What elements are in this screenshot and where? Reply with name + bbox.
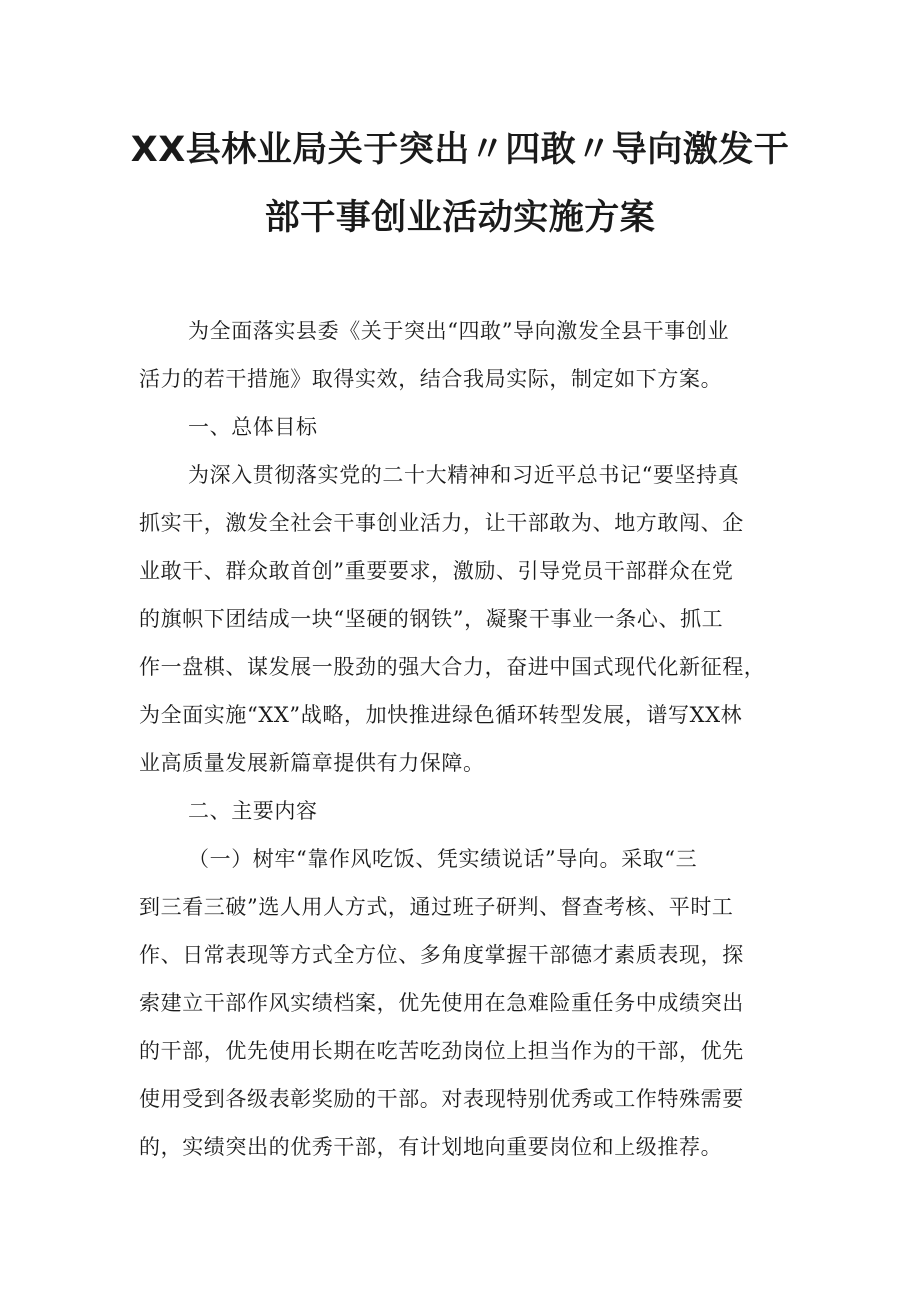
goals-paragraph-line: 为全面实施“XX”战略，加快推进绿色循环转型发展，谱写XX林 — [139, 703, 743, 727]
goals-paragraph-line: 的旗帜下团结成一块“坚硬的钢铁”，凝聚干事业一条心、抓工 — [139, 607, 724, 631]
goals-paragraph-line: 业高质量发展新篇章提供有力保障。 — [139, 751, 485, 775]
intro-paragraph-line: 活力的若干措施》取得实效，结合我局实际，制定如下方案。 — [139, 367, 723, 391]
content-paragraph-line: 的干部，优先使用长期在吃苦吃劲岗位上担当作为的干部，优先 — [139, 1039, 744, 1063]
content-paragraph-line: 到三看三破”选人用人方式，通过班子研判、督查考核、平时工 — [139, 895, 734, 919]
document-title-line-2: 部干事创业活动实施方案 — [264, 198, 656, 238]
section-heading-overall-goals: 一、总体目标 — [188, 415, 318, 439]
goals-paragraph-line: 为深入贯彻落实党的二十大精神和习近平总书记“要坚持真 — [188, 463, 740, 487]
goals-paragraph-line: 业敢干、群众敢首创”重要要求，激励、引导党员干部群众在党 — [139, 559, 734, 583]
document-title-line-1: XX县林业局关于突出〃四敢〃导向激发干 — [130, 130, 790, 170]
document-body — [139, 307, 789, 1171]
goals-paragraph-line: 作一盘棋、谋发展一股劲的强大合力，奋进中国式现代化新征程， — [139, 655, 766, 679]
intro-paragraph-line: 为全面落实县委《关于突出“四敢”导向激发全县干事创业 — [188, 319, 730, 343]
goals-paragraph-line: 抓实干，激发全社会干事创业活力，让干部敢为、地方敢闯、企 — [139, 511, 744, 535]
content-paragraph-line: （一）树牢“靠作风吃饭、凭实绩说话”导向。采取“三 — [188, 847, 698, 871]
section-heading-main-content: 二、主要内容 — [188, 799, 318, 823]
content-paragraph-line: 索建立干部作风实绩档案，优先使用在急难险重任务中成绩突出 — [139, 991, 744, 1015]
content-paragraph-line: 作、日常表现等方式全方位、多角度掌握干部德才素质表现，探 — [139, 943, 744, 967]
content-paragraph-line: 使用受到各级表彰奖励的干部。对表现特别优秀或工作特殊需要 — [139, 1087, 744, 1111]
content-paragraph-line: 的，实绩突出的优秀干部，有计划地向重要岗位和上级推荐。 — [139, 1135, 723, 1159]
